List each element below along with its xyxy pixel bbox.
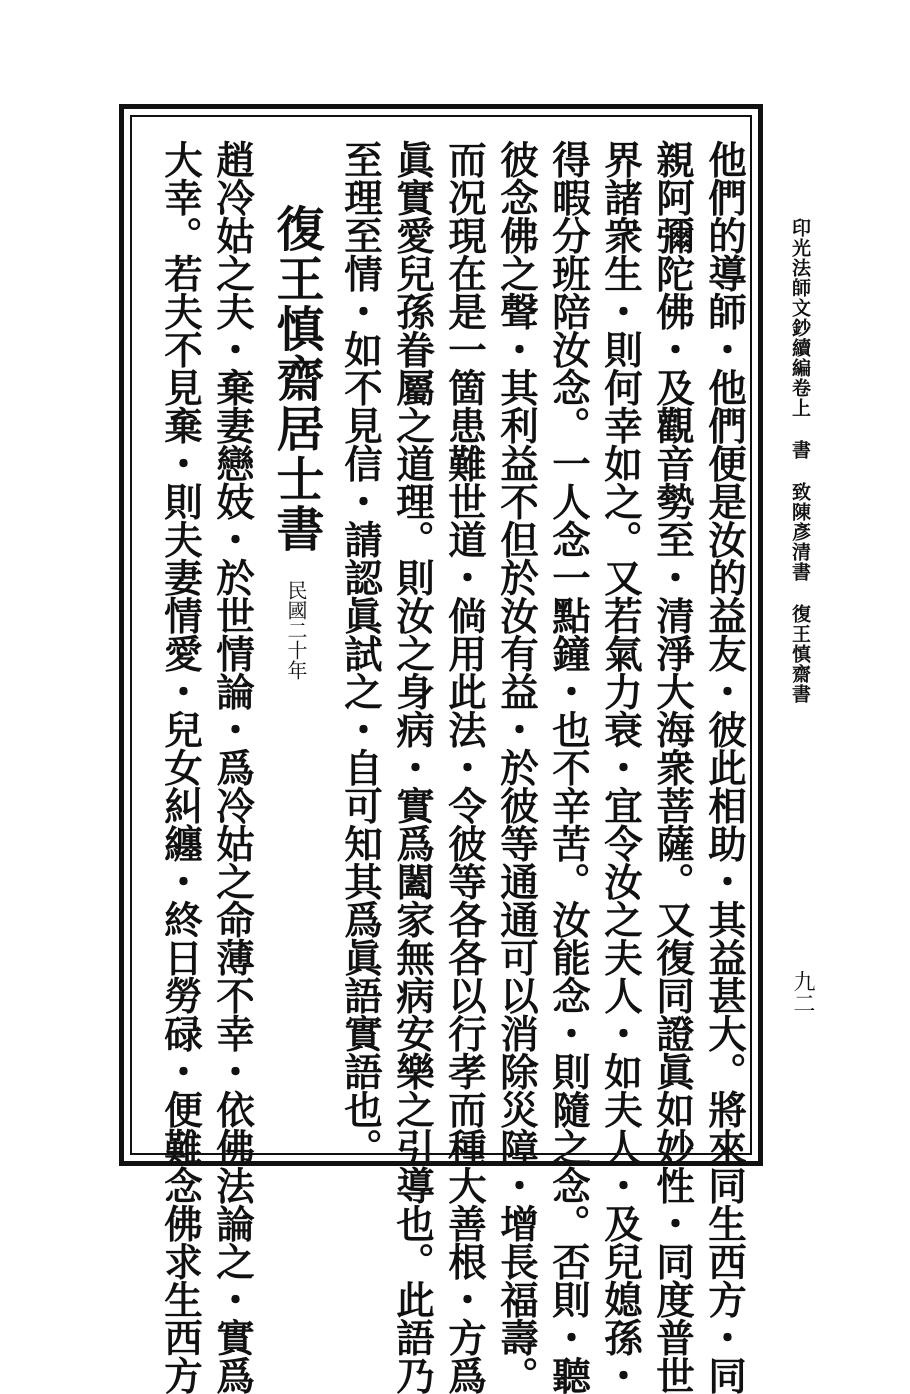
- header-book-title: 印光法師文鈔續編卷上: [789, 218, 811, 418]
- text-column: 至理至情・如不見信・請認眞試之・自可知其爲眞語實語也。: [338, 140, 383, 1166]
- header-letters: 致陳彥清書: [789, 482, 811, 582]
- text-column: 親阿彌陀佛・及觀音勢至・清淨大海衆菩薩。又復同證眞如妙性・同度普世: [650, 140, 695, 1394]
- page-number: 九二: [790, 970, 815, 1014]
- header-current-letter: 復王慎齋書: [789, 604, 811, 704]
- running-header: [780, 218, 820, 704]
- main-text: [150, 140, 750, 1394]
- text-column: 彼念佛之聲・其利益不但於汝有益・於彼等通通可以消除災障・增長福壽。: [494, 140, 539, 1394]
- text-column: 而况現在是一箇患難世道・倘用此法・令彼等各各以行孝而種大善根・方爲: [442, 140, 487, 1394]
- text-column: 得暇分班陪汝念。一人念一點鐘・也不辛苦。汝能念・則隨之念。否則・聽: [546, 140, 591, 1394]
- letter-heading: [258, 204, 334, 1145]
- text-column: 大幸。若夫不見棄・則夫妻情愛・兒女糾纏・終日勞碌・便難念佛求生西方: [158, 140, 203, 1394]
- text-column: 他們的導師・他們便是汝的益友・彼此相助・其益甚大。將來同生西方・同: [702, 140, 747, 1394]
- text-column: 界諸衆生・則何幸如之。又若氣力衰・宜令汝之夫人・如夫人・及兒媳孫・: [598, 140, 643, 1394]
- letter-title: 復王慎齋居士書: [268, 204, 324, 554]
- letter-date: 民國二十年: [284, 580, 308, 680]
- header-section: 書: [789, 440, 811, 460]
- text-column: 趙冷姑之夫・棄妻戀妓・於世情論・爲冷姑之命薄不幸・依佛法論之・實爲: [210, 140, 255, 1394]
- text-column: 眞實愛兒孫眷屬之道理。則汝之身病・實爲闔家無病安樂之引導也。此語乃: [390, 140, 435, 1394]
